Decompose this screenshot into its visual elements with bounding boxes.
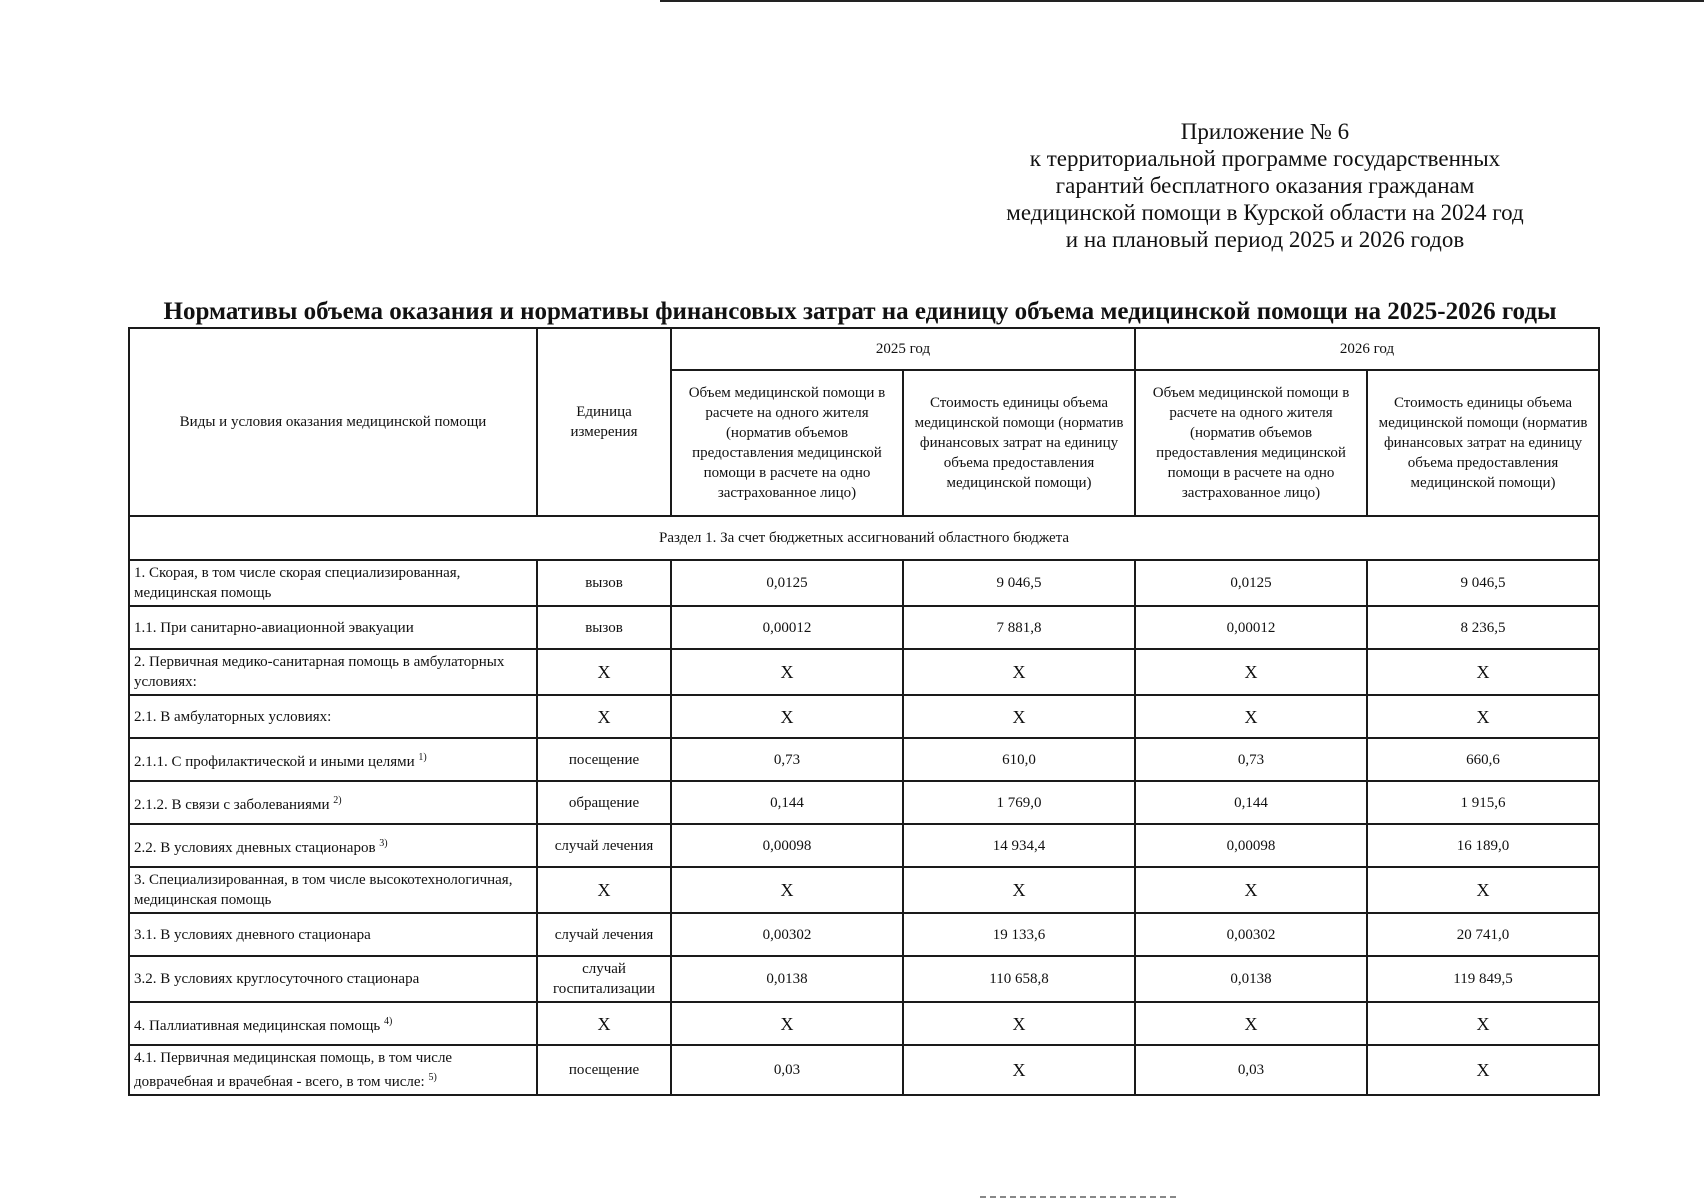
table-row [129, 824, 1599, 867]
header-cost-2026: Стоимость единицы объема медицинской помощи (норматив финансовых затрат на единицу объема предоставления медицинской помощи) [1367, 370, 1599, 516]
row-cost-2026: Х [1367, 1045, 1599, 1095]
row-kind [129, 649, 537, 695]
row-volume-2025: 0,73 [671, 738, 903, 781]
appendix-line: и на плановый период 2025 и 2026 годов [1065, 227, 1465, 252]
scan-top-edge-line [660, 0, 1704, 2]
row-cost-2026: Х [1367, 649, 1599, 695]
row-cost-2025: Х [903, 1002, 1135, 1045]
row-volume-2026: 0,00098 [1135, 824, 1367, 867]
header-year-2025: 2025 год [671, 328, 1135, 370]
row-unit: вызов [537, 606, 671, 649]
header-unit: Единица измерения [537, 328, 671, 516]
row-kind [129, 606, 537, 649]
row-volume-2026: Х [1135, 1002, 1367, 1045]
appendix-line: гарантий бесплатного оказания гражданам [1055, 173, 1475, 198]
header-kind: Виды и условия оказания медицинской помощи [129, 328, 537, 516]
row-cost-2025: 7 881,8 [903, 606, 1135, 649]
footnote-mark: 5) [428, 1072, 437, 1083]
footnote-mark: 1) [418, 751, 427, 763]
row-kind [129, 824, 537, 867]
row-kind-text: 2. Первичная медико-санитарная помощь в амбулаторных условиях: [134, 654, 505, 690]
row-unit: обращение [537, 781, 671, 824]
row-volume-2026: 0,0138 [1135, 956, 1367, 1002]
row-cost-2026: Х [1367, 867, 1599, 913]
document-title: Нормативы объема оказания и нормативы финансовых затрат на единицу объема медицинской помощи на 2025-2026 годы [163, 298, 1557, 325]
row-kind [129, 695, 537, 738]
row-kind [129, 867, 537, 913]
row-kind-text: 1. Скорая, в том числе скорая специализированная, медицинская помощь [134, 565, 461, 601]
row-cost-2025: 19 133,6 [903, 913, 1135, 956]
appendix-line: к территориальной программе государственных [1029, 146, 1501, 171]
row-cost-2025: 610,0 [903, 738, 1135, 781]
row-volume-2026: 0,73 [1135, 738, 1367, 781]
row-cost-2025: Х [903, 1045, 1135, 1095]
row-unit: Х [537, 867, 671, 913]
row-volume-2025: 0,03 [671, 1045, 903, 1095]
section-title: Раздел 1. За счет бюджетных ассигнований областного бюджета [129, 516, 1599, 560]
table-row [129, 560, 1599, 606]
row-unit: Х [537, 1002, 671, 1045]
row-cost-2025: Х [903, 649, 1135, 695]
row-kind [129, 1002, 537, 1045]
row-cost-2026: 9 046,5 [1367, 560, 1599, 606]
row-cost-2026: 119 849,5 [1367, 956, 1599, 1002]
row-kind [129, 956, 537, 1002]
row-kind [129, 913, 537, 956]
table-row [129, 781, 1599, 824]
row-kind-text: 3. Специализированная, в том числе высокотехнологичная, медицинская помощь [134, 872, 513, 908]
scan-artifact-dash [980, 1196, 1180, 1198]
row-kind-text: 2.1.1. С профилактической и иными целями [134, 753, 415, 770]
row-unit: случай госпитализации [537, 956, 671, 1002]
row-unit: вызов [537, 560, 671, 606]
row-kind-text: 3.2. В условиях круглосуточного стационара [134, 971, 420, 987]
row-volume-2026: 0,144 [1135, 781, 1367, 824]
appendix-header [940, 118, 1590, 253]
row-cost-2025: 14 934,4 [903, 824, 1135, 867]
row-kind-text: 3.1. В условиях дневного стационара [134, 926, 371, 943]
row-unit: Х [537, 649, 671, 695]
row-cost-2026: Х [1367, 1002, 1599, 1045]
row-volume-2026: 0,00302 [1135, 913, 1367, 956]
row-volume-2025: 0,00302 [671, 913, 903, 956]
row-kind [129, 738, 537, 781]
row-cost-2025: Х [903, 695, 1135, 738]
row-cost-2026: 8 236,5 [1367, 606, 1599, 649]
appendix-line: Приложение № 6 [1180, 119, 1350, 144]
table-row [129, 695, 1599, 738]
row-unit: посещение [537, 738, 671, 781]
row-cost-2025: 1 769,0 [903, 781, 1135, 824]
header-volume-2025: Объем медицинской помощи в расчете на одного жителя (норматив объемов предоставления медицинской помощи в расчете на одно застрахованное лицо) [671, 370, 903, 516]
row-volume-2026: 0,0125 [1135, 560, 1367, 606]
header-year-2026: 2026 год [1135, 328, 1599, 370]
row-volume-2025: 0,00012 [671, 606, 903, 649]
row-kind [129, 1045, 537, 1095]
table-row [129, 956, 1599, 1002]
table-body [129, 560, 1599, 1095]
row-cost-2026: 20 741,0 [1367, 913, 1599, 956]
table-row [129, 1002, 1599, 1045]
table-row [129, 649, 1599, 695]
row-volume-2025: Х [671, 1002, 903, 1045]
section-row [129, 516, 1599, 560]
row-volume-2025: 0,144 [671, 781, 903, 824]
row-volume-2025: 0,0125 [671, 560, 903, 606]
norms-table [128, 327, 1600, 1096]
row-cost-2026: 660,6 [1367, 738, 1599, 781]
footnote-mark: 3) [379, 837, 388, 849]
row-kind-text: 4. Паллиативная медицинская помощь [134, 1017, 381, 1034]
row-kind-text: 4.1. Первичная медицинская помощь, в том числе доврачебная и врачебная - всего, в том числе: [134, 1050, 453, 1090]
table-row [129, 606, 1599, 649]
footnote-mark: 4) [383, 1015, 393, 1027]
row-volume-2026: 0,03 [1135, 1045, 1367, 1095]
row-unit: Х [537, 695, 671, 738]
header-cost-2025: Стоимость единицы объема медицинской помощи (норматив финансовых затрат на единицу объема предоставления медицинской помощи) [903, 370, 1135, 516]
row-cost-2026: Х [1367, 695, 1599, 738]
appendix-line: медицинской помощи в Курской области на 2024 год [1006, 200, 1524, 225]
row-unit: посещение [537, 1045, 671, 1095]
row-volume-2025: 0,0138 [671, 956, 903, 1002]
row-kind [129, 781, 537, 824]
header-volume-2026: Объем медицинской помощи в расчете на одного жителя (норматив объемов предоставления медицинской помощи в расчете на одно застрахованное лицо) [1135, 370, 1367, 516]
row-volume-2025: Х [671, 867, 903, 913]
row-volume-2025: Х [671, 695, 903, 738]
row-kind-text: 1.1. При санитарно-авиационной эвакуации [134, 619, 414, 636]
header-row-years [129, 328, 1599, 370]
row-volume-2026: Х [1135, 867, 1367, 913]
row-volume-2026: 0,00012 [1135, 606, 1367, 649]
row-kind [129, 560, 537, 606]
row-cost-2026: 1 915,6 [1367, 781, 1599, 824]
table-row [129, 738, 1599, 781]
row-cost-2025: Х [903, 867, 1135, 913]
row-kind-text: 2.1. В амбулаторных условиях: [134, 708, 332, 725]
row-volume-2025: 0,00098 [671, 824, 903, 867]
row-cost-2025: 110 658,8 [903, 956, 1135, 1002]
row-cost-2025: 9 046,5 [903, 560, 1135, 606]
table-row [129, 913, 1599, 956]
row-unit: случай лечения [537, 913, 671, 956]
table-row [129, 867, 1599, 913]
row-cost-2026: 16 189,0 [1367, 824, 1599, 867]
row-kind-text: 2.2. В условиях дневных стационаров [134, 839, 376, 856]
row-unit: случай лечения [537, 824, 671, 867]
footnote-mark: 2) [333, 794, 342, 806]
row-volume-2025: Х [671, 649, 903, 695]
table-row [129, 1045, 1599, 1095]
row-volume-2026: Х [1135, 695, 1367, 738]
row-kind-text: 2.1.2. В связи с заболеваниями [134, 796, 330, 813]
row-volume-2026: Х [1135, 649, 1367, 695]
